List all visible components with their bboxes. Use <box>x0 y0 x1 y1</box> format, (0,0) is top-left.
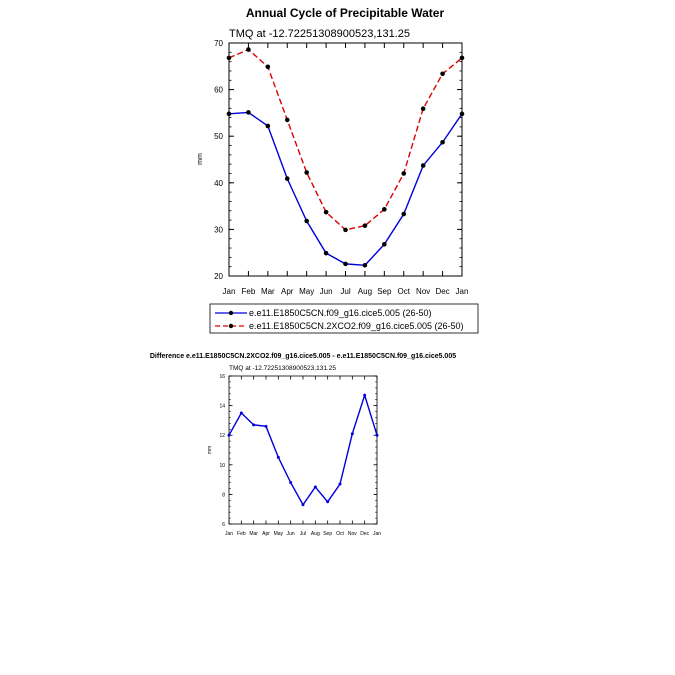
c1-xtick-label: May <box>299 287 315 296</box>
c1-series-1-point <box>343 262 348 267</box>
c1-series-2-point <box>266 64 271 69</box>
legend-label-series-1: e.e11.E1850C5CN.f09_g16.cice5.005 (26-50) <box>249 308 432 318</box>
c2-series-1-point <box>252 423 255 426</box>
c2-ytick-label: 10 <box>219 462 225 469</box>
chart1-x-tick-labels <box>223 287 469 296</box>
c2-xtick-label: Nov <box>347 531 357 537</box>
chart1-plot-frame <box>229 43 462 276</box>
c1-series-1-point <box>285 176 290 181</box>
c1-xtick-label: Dec <box>435 287 450 296</box>
c2-series-1-point <box>363 394 366 397</box>
chart-annual-cycle <box>197 6 478 333</box>
c1-series-1-point <box>440 140 445 145</box>
c1-series-2-point <box>421 106 426 111</box>
chart2-x-tick-labels <box>225 531 381 537</box>
c1-series-1-line <box>229 112 462 265</box>
chart1-tick-marks <box>229 43 462 276</box>
c1-series-1-point <box>421 163 426 168</box>
c2-ytick-label: 12 <box>219 433 225 440</box>
c2-xtick-label: Apr <box>262 531 270 537</box>
c1-ytick-label: 50 <box>214 132 223 142</box>
c1-xtick-label: Sep <box>377 287 392 296</box>
c1-ytick-label: 30 <box>214 225 223 235</box>
chart2-tick-marks <box>229 376 377 524</box>
c2-series-1-point <box>240 412 243 415</box>
chart2-ylabel: mm <box>207 445 213 455</box>
chart1-subtitle: TMQ at -12.72251308900523,131.25 <box>229 28 411 40</box>
c1-ytick-label: 60 <box>214 85 223 95</box>
c2-series-1-point <box>351 432 354 435</box>
c1-xtick-label: Jan <box>455 287 469 296</box>
c1-ytick-label: 70 <box>214 39 223 48</box>
c2-xtick-label: Jul <box>299 531 307 537</box>
c1-xtick-label: Nov <box>416 287 431 296</box>
c1-series-2-point <box>343 228 348 233</box>
legend-label-series-2: e.e11.E1850C5CN.2XCO2.f09_g16.cice5.005 (26-50) <box>249 321 464 331</box>
c2-ytick-label: 14 <box>219 403 225 410</box>
c2-series-1-point <box>289 481 292 484</box>
chart2-title: Difference e.e11.E1850C5CN.2XCO2.f09_g16.cice5.005 - e.e11.E1850C5CN.f09_g16.cice5.005 <box>149 353 457 360</box>
c1-xtick-label: Apr <box>281 287 294 296</box>
c1-series-1-point <box>227 112 232 117</box>
c1-series-1-point <box>324 251 329 256</box>
c1-xtick-label: Jul <box>340 287 351 296</box>
c1-xtick-label: Jan <box>222 287 236 296</box>
c2-xtick-label: Dec <box>360 531 370 537</box>
c1-series-2-point <box>460 56 465 61</box>
c2-xtick-label: Jan <box>224 531 234 537</box>
c1-series-1-point <box>363 263 368 268</box>
c2-ytick-label: 6 <box>222 522 225 528</box>
c1-series-2-point <box>440 71 445 76</box>
c1-series-2-point <box>285 118 290 123</box>
c1-xtick-label: Jun <box>319 287 333 296</box>
c1-series-1-point <box>304 219 309 224</box>
c2-series-1-point <box>326 500 329 503</box>
chart2-series-group <box>228 394 379 507</box>
c1-series-2-point <box>227 56 232 61</box>
chart1-ylabel: mm <box>197 153 204 165</box>
c1-series-1-point <box>382 242 387 247</box>
c2-xtick-label: Jan <box>372 531 382 537</box>
c1-series-2-point <box>363 223 368 228</box>
c2-xtick-label: Sep <box>323 531 333 537</box>
c1-series-2-point <box>304 170 309 175</box>
chart1-series-group <box>227 47 465 267</box>
legend-marker-series-1 <box>229 311 233 315</box>
c1-ytick-label: 20 <box>214 272 223 281</box>
c2-series-1-point <box>277 456 280 459</box>
legend-marker-series-2 <box>229 324 233 328</box>
chart1-title: Annual Cycle of Precipitable Water <box>245 6 445 20</box>
c1-xtick-label: Aug <box>357 287 373 296</box>
c2-xtick-label: Aug <box>310 531 320 537</box>
chart2-plot-frame <box>229 376 377 524</box>
chart1-y-tick-labels <box>214 39 223 281</box>
chart2-subtitle: TMQ at -12.72251308900523,131.25 <box>229 365 336 372</box>
c1-series-1-point <box>266 124 271 129</box>
c2-xtick-label: May <box>273 531 284 537</box>
c1-series-1-point <box>246 110 251 115</box>
c2-xtick-label: Jun <box>286 531 295 537</box>
c2-series-1-point <box>265 425 268 428</box>
c1-series-2-point <box>324 210 329 215</box>
c2-series-1-point <box>314 486 317 489</box>
c1-xtick-label: Oct <box>397 287 410 296</box>
c1-series-1-point <box>401 212 406 217</box>
c1-xtick-label: Mar <box>260 287 275 296</box>
c1-series-2-point <box>246 47 251 52</box>
c2-series-1-point <box>339 483 342 486</box>
c1-series-2-point <box>382 207 387 212</box>
c1-ytick-label: 40 <box>214 178 223 188</box>
c1-xtick-label: Feb <box>241 287 256 296</box>
chart2-y-tick-labels <box>219 374 225 528</box>
c2-ytick-label: 16 <box>219 374 225 380</box>
chart1-legend <box>210 304 478 333</box>
c2-ytick-label: 8 <box>222 492 225 499</box>
c2-series-1-point <box>376 434 379 437</box>
c1-series-2-point <box>401 171 406 176</box>
c2-series-1-line <box>229 395 377 505</box>
chart-difference <box>150 353 456 537</box>
c2-xtick-label: Feb <box>237 531 246 537</box>
c1-series-1-point <box>460 112 465 117</box>
c2-series-1-point <box>302 503 305 506</box>
c1-series-2-line <box>229 50 462 230</box>
c2-series-1-point <box>228 434 231 437</box>
c2-xtick-label: Mar <box>249 531 258 537</box>
c2-xtick-label: Oct <box>336 531 344 537</box>
